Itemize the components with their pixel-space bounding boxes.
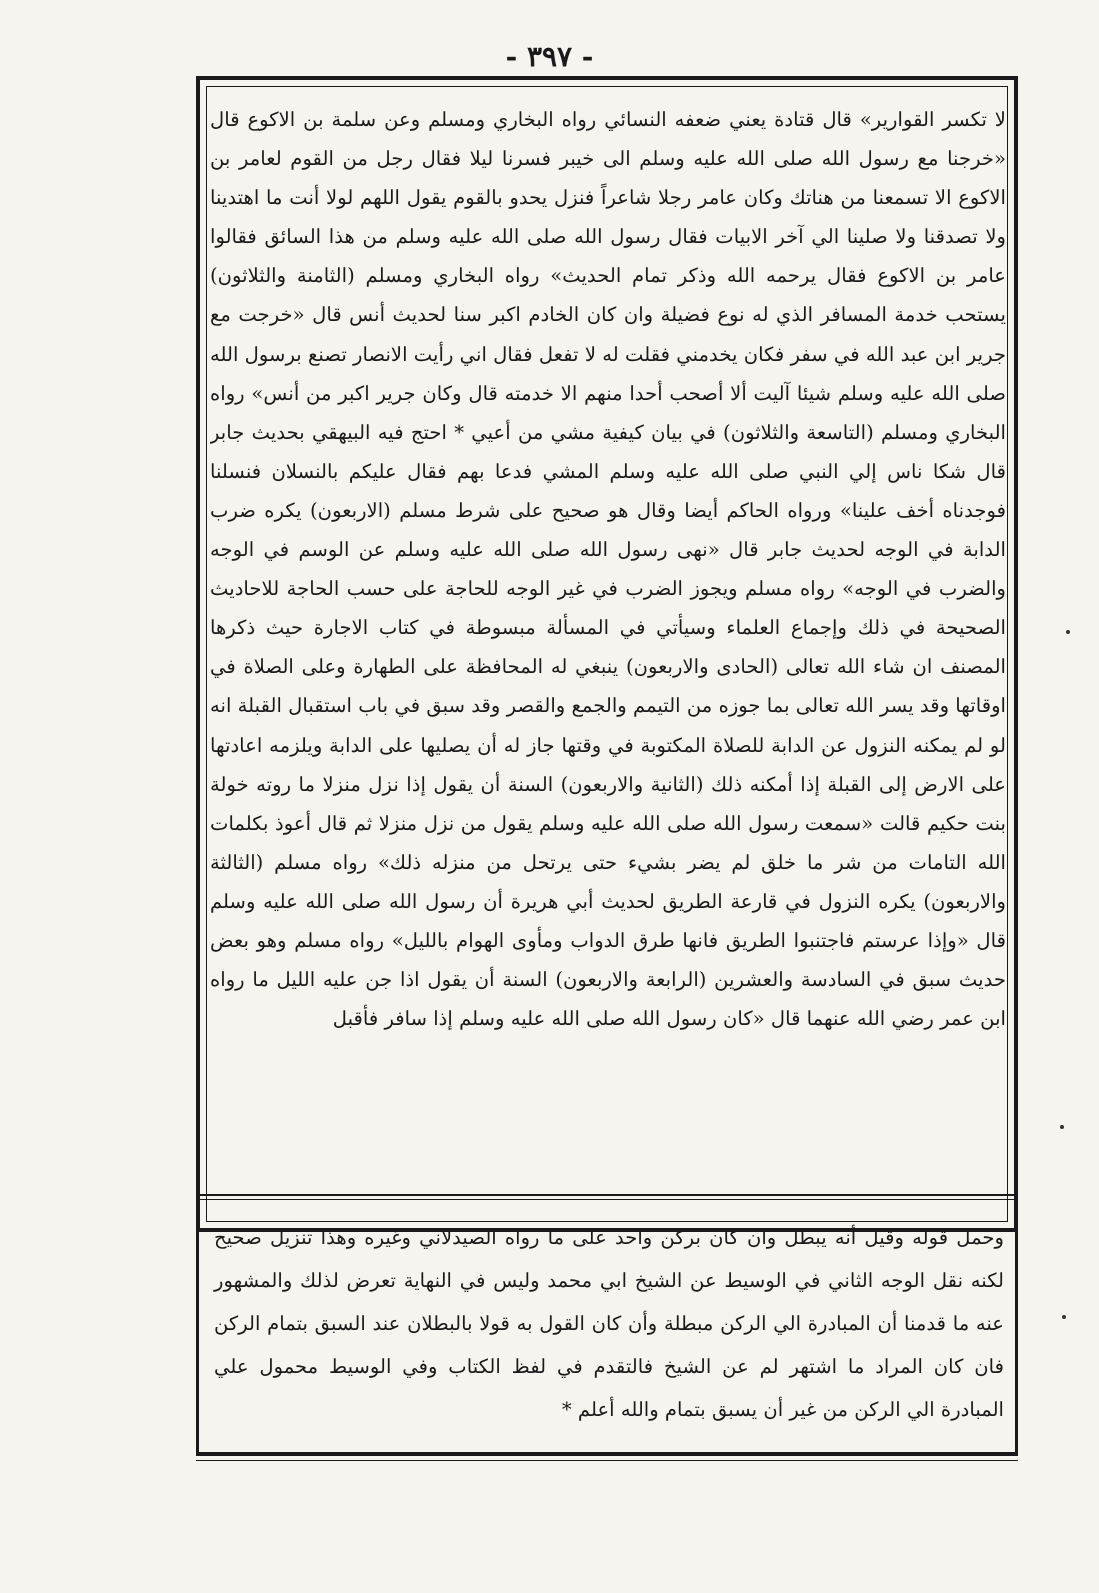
margin-dot [1060, 1125, 1064, 1129]
bottom-rule [196, 1452, 1018, 1456]
margin-dot [1066, 630, 1070, 634]
page-number: - ٣٩٧ - [505, 40, 594, 73]
margin-dot [1062, 1315, 1066, 1319]
footnote-text [214, 1216, 1004, 1431]
footnote-paragraph: وحمل قوله وقيل أنه يبطل وان كان بركن واحد على ما رواه الصيدلاني وغيره وهذا تنزيل صحيح لكنه نقل الوجه الثاني في الوسيط عن الشيخ ابي محمد وليس في النهاية تعرض لذلك والمشهور عنه ما قدمنا أن المبادرة الي الركن مبطلة وأن كان القول به قولا بالبطلان عند السبق بتمام الركن فان كان المراد ما اشتهر لم عن الشيخ فالتقدم في لفظ الكتاب وفي الوسيط محمول علي المبادرة الي الركن من غير أن يسبق بتمام والله أعلم * [214, 1226, 1004, 1421]
main-paragraph: لا تكسر القوارير» قال قتادة يعني ضعفه النسائي رواه البخاري ومسلم وعن سلمة بن الاكوع قال «خرجنا مع رسول الله صلى الله عليه وسلم الى خيبر فسرنا ليلا فقال رجل من القوم لعامر بن الاكوع الا تسمعنا من هناتك وكان عامر رجلا شاعراً فنزل يحدو بالقوم يقول اللهم لولا أنت ما اهتدينا ولا تصدقنا ولا صلينا الي آخر الابيات فقال رسول الله صلى الله عليه وسلم من هذا السائق فقالوا عامر بن الاكوع فقال يرحمه الله وذكر تمام الحديث» رواه البخاري ومسلم (الثامنة والثلاثون) يستحب خدمة المسافر الذي له نوع فضيلة وان كان الخادم اكبر سنا لحديث أنس قال «خرجت مع جرير ابن عبد الله في سفر فكان يخدمني فقلت له لا تفعل فقال اني رأيت الانصار تصنع برسول الله صلى الله عليه وسلم شيئا آليت ألا أصحب أحدا منهم الا خدمته قال وكان جرير اكبر من أنس» رواه البخاري ومسلم (التاسعة والثلاثون) في بيان كيفية مشي من أعيي * احتج فيه البيهقي بحديث جابر قال شكا ناس إلي النبي صلى الله عليه وسلم المشي فدعا بهم فقال عليكم بالنسلان فنسلنا فوجدناه أخف علينا» ورواه الحاكم أيضا وقال هو صحيح على شرط مسلم (الاربعون) يكره ضرب الدابة في الوجه لحديث جابر قال «نهى رسول الله صلى الله عليه وسلم عن الوسم في الوجه والضرب في الوجه» رواه مسلم ويجوز الضرب في غير الوجه للحاجة على حسب الحاجة للاحاديث الصحيحة في ذلك وإجماع العلماء وسيأتي في المسألة مبسوطة في كتاب الاجارة حيث ذكرها المصنف ان شاء الله تعالى (الحادى والاربعون) ينبغي له المحافظة على الطهارة وعلى الصلاة في اوقاتها وقد يسر الله تعالى بما جوزه من التيمم والجمع والقصر وقد سبق في باب استقبال القبلة انه لو لم يمكنه النزول عن الدابة للصلاة المكتوبة في وقتها جاز له أن يصليها على الدابة ويلزمه اعادتها على الارض إلى القبلة إذا أمكنه ذلك (الثانية والاربعون) السنة أن يقول إذا نزل منزلا ما روته خولة بنت حكيم قالت «سمعت رسول الله صلى الله عليه وسلم يقول من نزل منزلا ثم قال أعوذ بكلمات الله التامات من شر ما خلق لم يضر بشيء حتى يرتحل من منزله ذلك» رواه مسلم (الثالثة والاربعون) يكره النزول في قارعة الطريق لحديث أبي هريرة أن رسول الله صلى الله عليه وسلم قال «وإذا عرستم فاجتنبوا الطريق فانها طرق الدواب ومأوى الهوام بالليل» رواه مسلم وهو بعض حديث سبق في السادسة والعشرين (الرابعة والاربعون) السنة أن يقول اذا جن عليه الليل ما رواه ابن عمر رضي الله عنهما قال «كان رسول الله صلى الله عليه وسلم إذا سافر فأقبل [210, 108, 1006, 1031]
bottom-rule-thin [196, 1460, 1018, 1461]
footnote-separator [196, 1194, 1018, 1200]
main-text [210, 100, 1006, 1210]
